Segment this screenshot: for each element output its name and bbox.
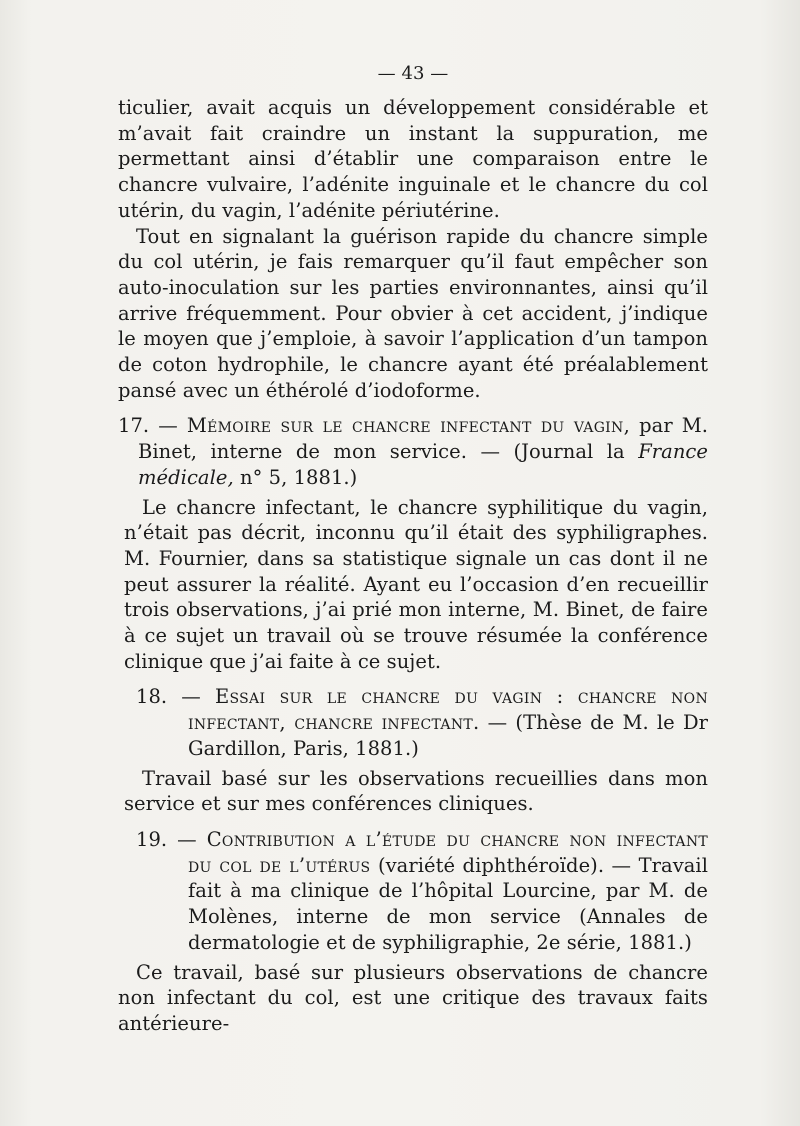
entry-number: 17. — — [118, 414, 178, 438]
entry-journal: France médicale, — [138, 440, 708, 489]
page-content — [118, 62, 708, 1037]
entry-body-18: Travail basé sur les observations recueillies dans mon service et sur mes conférences cliniques. — [124, 766, 708, 816]
bibliography-entry-17 — [118, 413, 708, 490]
paragraph-continuation: ticulier, avait acquis un développement considérable et m’avait fait craindre un instant la suppuration, me permettant ainsi d’établir une comparaison entre le chancre vulvaire, l’adénite inguinale et le chancre du col utérin, du vagin, l’adénite périutérine. — [118, 96, 708, 222]
entry-citation: (variété diphthéroïde). — Travail fait à ma clinique de l’hôpital Lourcine, par M. de Molènes, interne de mon service (Annales de dermatologie et de syphiligraphie, 2e série, 1881.) — [188, 853, 709, 954]
entry-title: Mémoire sur le chancre infectant du vagin, — [186, 414, 631, 438]
paragraph-chancre-simple: Tout en signalant la guérison rapide du chancre simple du col utérin, je fais remarquer qu’il faut empêcher son auto-inoculation sur les parties environnantes, ainsi qu’il arrive fréquemment. Pour obvier à cet accident, j’indique le moyen que j’emploie, à savoir l’application d’un tampon de coton hydrophile, le chancre ayant été préalablement pansé avec un éthérolé d’iodoforme. — [118, 224, 708, 402]
page-number: — 43 — — [377, 63, 449, 84]
entry-title: Essai sur le chancre du vagin : chancre non infectant, chancre infectant. — [188, 685, 709, 735]
entry-body-17: Le chancre infectant, le chancre syphilitique du vagin, n’était pas décrit, inconnu qu’il était des syphiligraphes. M. Fournier, dans sa statistique signale un cas dont il ne peut assurer la réalité. Ayant eu l’occasion d’en recueillir trois observations, j’ai prié mon interne, M. Binet, de faire à ce sujet un travail où se trouve résumée la conférence clinique que j’ai faite à ce sujet. — [124, 495, 708, 673]
entry-number: 18. — — [136, 685, 201, 709]
entry-citation: — (Thèse de M. le Dr Gardillon, Paris, 1881.) — [188, 711, 708, 760]
bibliography-entry-18 — [118, 684, 708, 761]
bibliography-entry-19 — [118, 827, 708, 956]
entry-body-19: Ce travail, basé sur plusieurs observations de chancre non infectant du col, est une critique des travaux faits antérieure- — [118, 960, 708, 1035]
entry-citation-end: n° 5, 1881.) — [233, 465, 358, 489]
entry-citation: par M. Binet, interne de mon service. — (Journal la — [138, 414, 709, 464]
entry-title: Contribution a l’étude du chancre non infectant du col de l’utérus — [188, 827, 709, 877]
entry-number: 19. — — [136, 827, 197, 851]
